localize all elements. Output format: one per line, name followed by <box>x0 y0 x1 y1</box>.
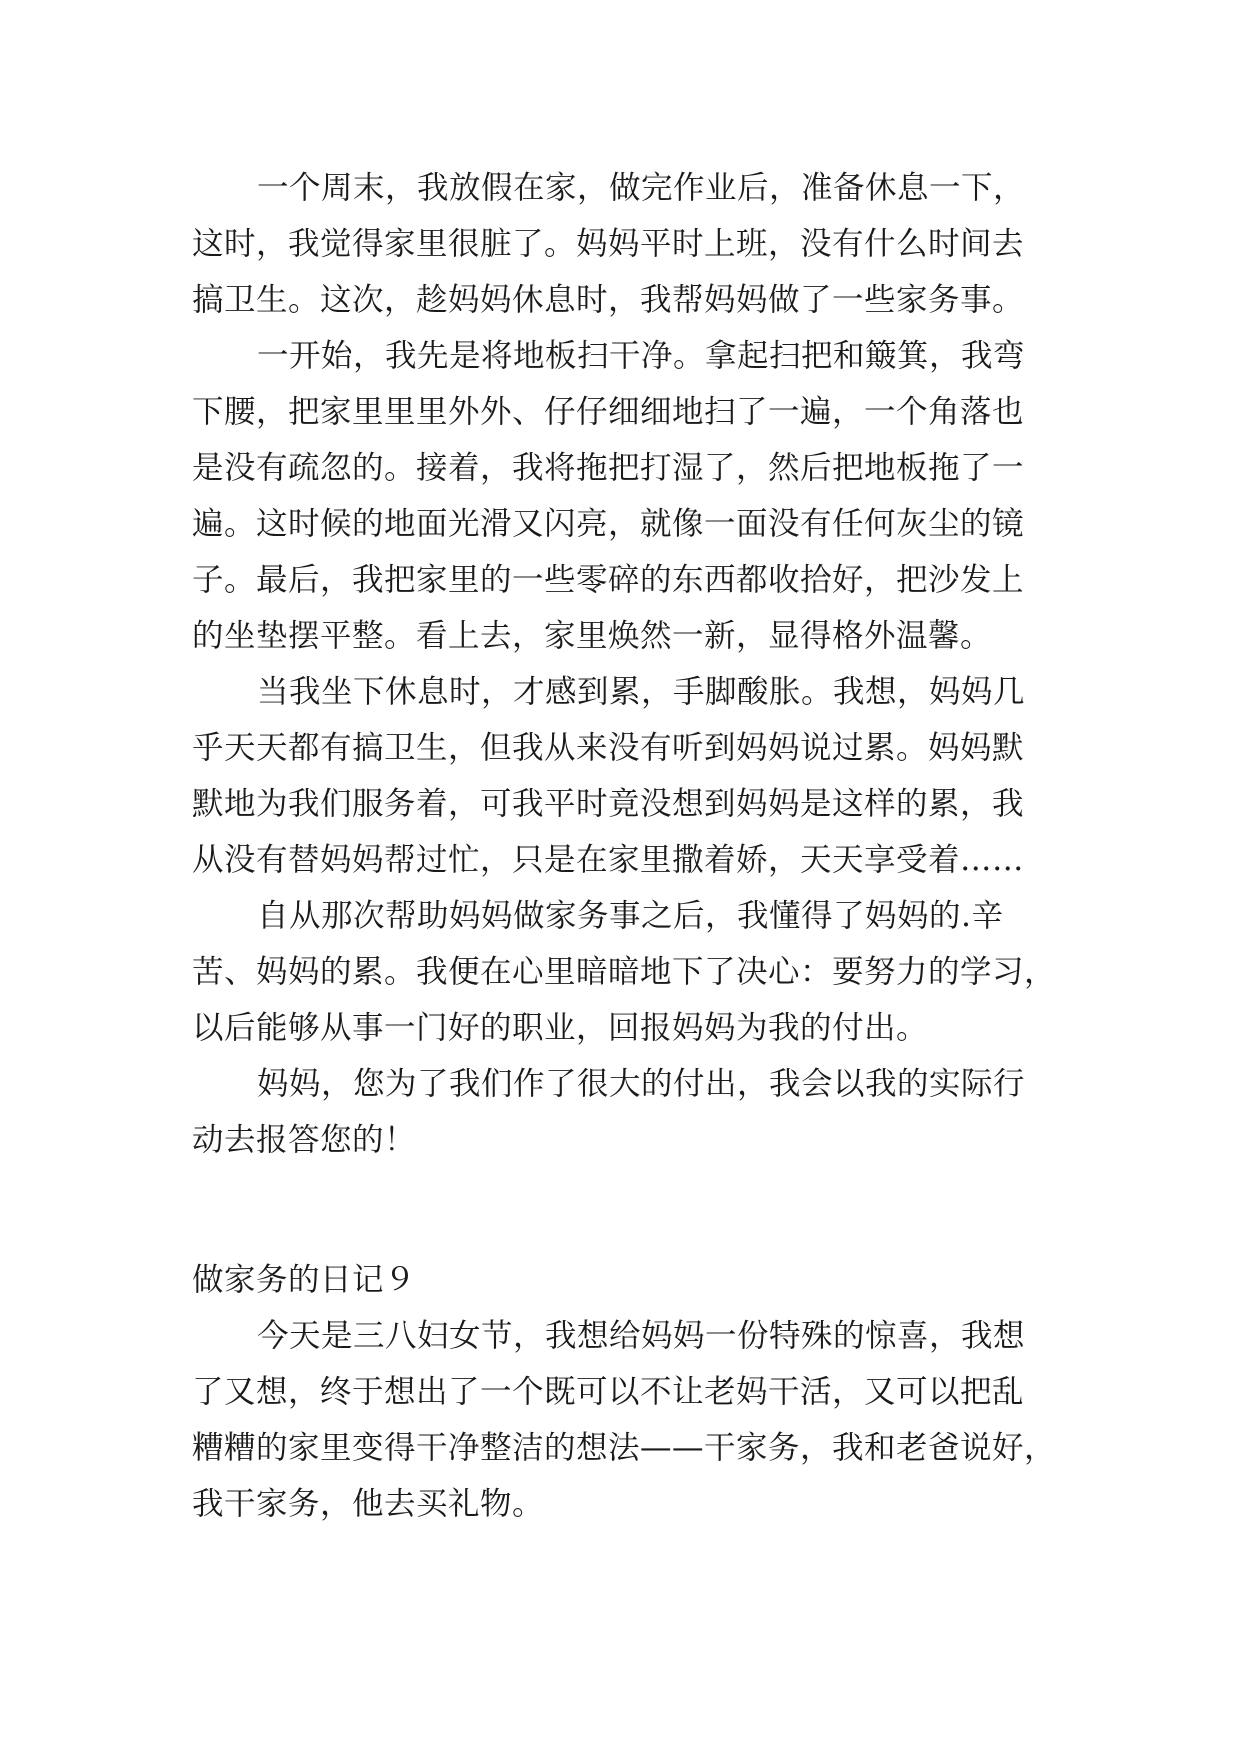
paragraph-line: 动去报答您的！ <box>192 1122 417 1158</box>
paragraph-line: 当我坐下休息时，才感到累，手脚酸胀。我想，妈妈几 <box>257 674 1026 710</box>
paragraph-line: 糟糟的家里变得干净整洁的想法——干家务，我和老爸说好， <box>192 1430 1057 1466</box>
paragraph-line: 的坐垫摆平整。看上去，家里焕然一新，显得格外温馨。 <box>192 618 993 654</box>
paragraph-line: 一个周末，我放假在家，做完作业后，准备休息一下， <box>257 170 1026 206</box>
paragraph-line: 遍。这时候的地面光滑又闪亮，就像一面没有任何灰尘的镜 <box>192 506 1025 542</box>
section-heading: 做家务的日记９ <box>192 1262 417 1298</box>
paragraph-line: 搞卫生。这次，趁妈妈休息时，我帮妈妈做了一些家务事。 <box>192 282 1025 318</box>
paragraph-line: 乎天天都有搞卫生，但我从来没有听到妈妈说过累。妈妈默 <box>192 730 1025 766</box>
paragraph-line: 了又想，终于想出了一个既可以不让老妈干活，又可以把乱 <box>192 1374 1025 1410</box>
paragraph-line: 自从那次帮助妈妈做家务事之后，我懂得了妈妈的.辛 <box>257 898 1004 934</box>
paragraph-line: 妈妈，您为了我们作了很大的付出，我会以我的实际行 <box>257 1066 1026 1102</box>
paragraph-line: 从没有替妈妈帮过忙，只是在家里撒着娇，天天享受着…… <box>192 842 1025 878</box>
paragraph-line: 子。最后，我把家里的一些零碎的东西都收拾好，把沙发上 <box>192 562 1025 598</box>
paragraph-line: 下腰，把家里里里外外、仔仔细细地扫了一遍，一个角落也 <box>192 394 1025 430</box>
paragraph-line: 一开始，我先是将地板扫干净。拿起扫把和簸箕，我弯 <box>257 338 1026 374</box>
paragraph-line: 今天是三八妇女节，我想给妈妈一份特殊的惊喜，我想 <box>257 1318 1026 1354</box>
paragraph-line: 以后能够从事一门好的职业，回报妈妈为我的付出。 <box>192 1010 929 1046</box>
paragraph-line: 是没有疏忽的。接着，我将拖把打湿了，然后把地板拖了一 <box>192 450 1025 486</box>
paragraph-line: 默地为我们服务着，可我平时竟没想到妈妈是这样的累，我 <box>192 786 1025 822</box>
paragraph-line: 我干家务，他去买礼物。 <box>192 1486 545 1522</box>
paragraph-line: 这时，我觉得家里很脏了。妈妈平时上班，没有什么时间去 <box>192 226 1025 262</box>
paragraph-line: 苦、妈妈的累。我便在心里暗暗地下了决心：要努力的学习， <box>192 954 1057 990</box>
